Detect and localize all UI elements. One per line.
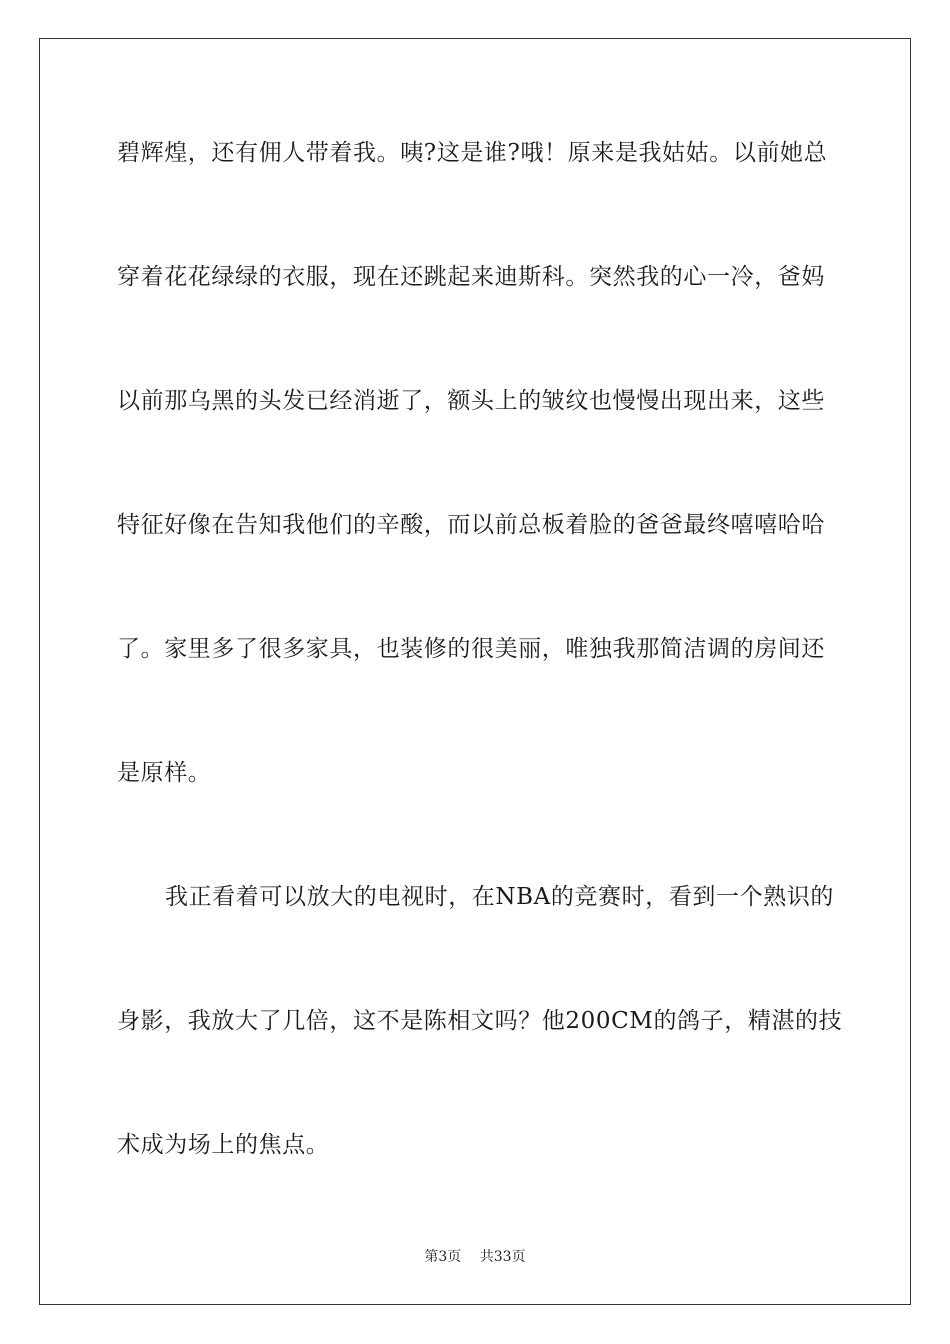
text-line: 碧辉煌，还有佣人带着我。咦?这是谁?哦！原来是我姑姑。以前她总 [117, 140, 828, 166]
text-line: 以前那乌黑的头发已经消逝了，额头上的皱纹也慢慢出现出来，这些 [117, 388, 825, 414]
page-footer [0, 1248, 950, 1266]
text-line: 了。家里多了很多家具，也装修的很美丽，唯独我那简洁调的房间还 [117, 636, 825, 662]
text-line: 身影，我放大了几倍，这不是陈相文吗？他200CM的鸽子，精湛的技 [117, 1008, 843, 1034]
page-total: 共33页 [479, 1249, 526, 1265]
page-border [39, 38, 911, 1305]
page-number: 第3页 [424, 1249, 462, 1265]
text-line: 穿着花花绿绿的衣服，现在还跳起来迪斯科。突然我的心一冷，爸妈 [117, 264, 825, 290]
paragraph-first-line: 我正看着可以放大的电视时，在NBA的竞赛时，看到一个熟识的 [165, 884, 835, 910]
text-line: 术成为场上的焦点。 [117, 1132, 330, 1158]
text-line: 特征好像在告知我他们的辛酸，而以前总板着脸的爸爸最终嘻嘻哈哈 [117, 512, 825, 538]
text-line: 是原样。 [117, 760, 212, 786]
